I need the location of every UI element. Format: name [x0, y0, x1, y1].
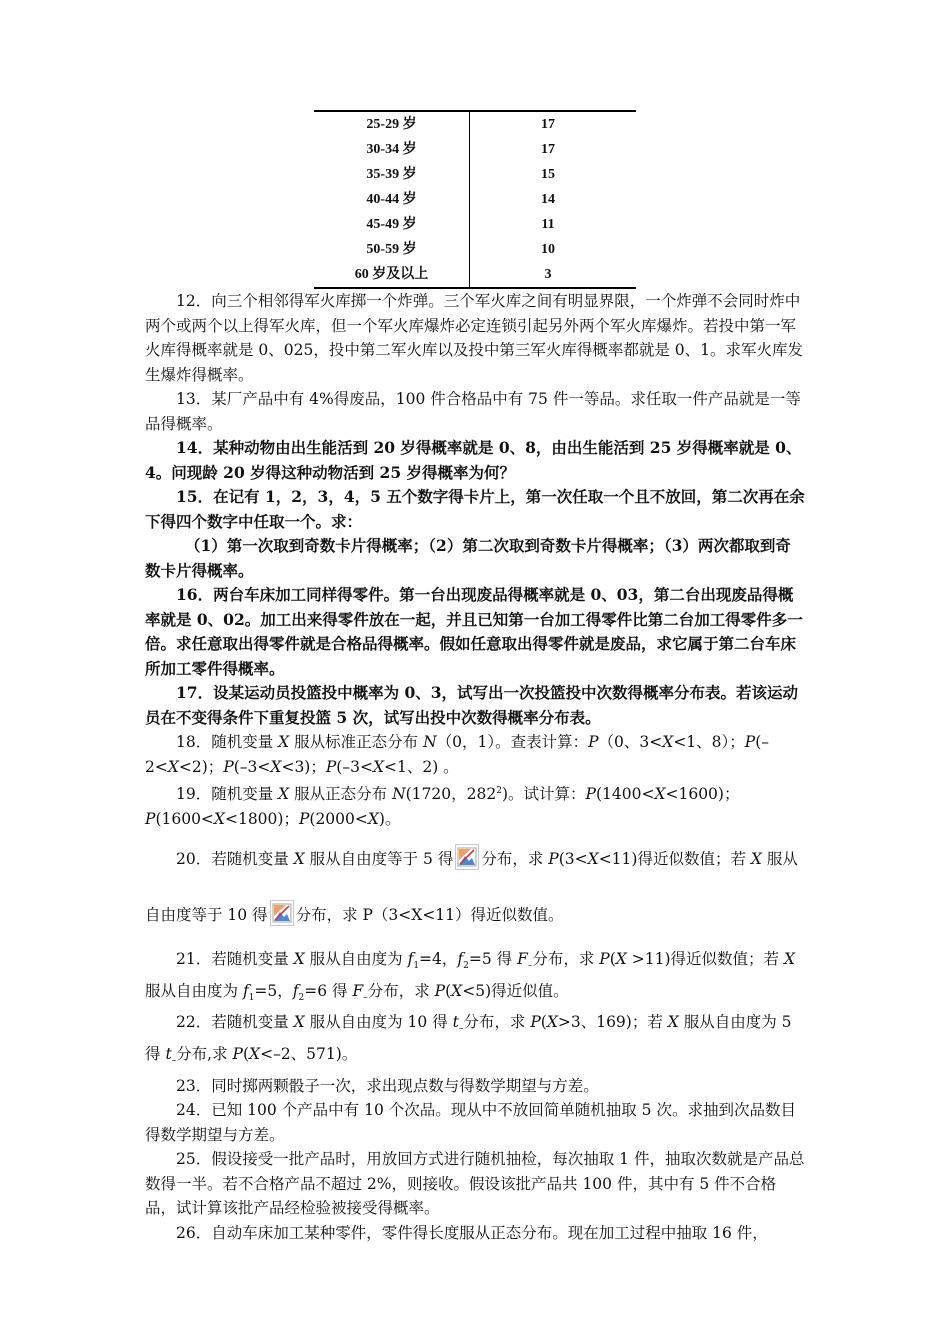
age-group-cell: 25-29 岁 — [314, 112, 470, 137]
question-23: 23．同时掷两颗骰子一次，求出现点数与得数学期望与方差。 — [176, 1076, 599, 1095]
table-row — [314, 237, 636, 262]
age-group-cell: 40-44 岁 — [314, 187, 470, 212]
question-20: 20．若随机变量 X 服从自由度等于 5 得 分布，求 P(3<X<11)得近似数值；若 X 服从自由度等于 10 得 分布，求 P（3<X<11）得近似数值。 — [145, 831, 805, 943]
question-17: 17．设某运动员投篮投中概率为 0、3，试写出一次投篮投中次数得概率分布表。若该运动员在不变得条件下重复投篮 5 次，试写出投中次数得概率分布表。 — [145, 683, 799, 727]
question-21: 21．若随机变量 X 服从自由度为 $f_1=4$，$f_2=5$ 得 $F_-$分布，求 P(X >11)得近似数值；若 X 服从自由度为 $f_1=5$，$f_2=6$ 得 $F_-$分布，求 P(X<5)得近似值。 — [145, 950, 796, 1003]
age-table — [314, 110, 636, 289]
question-15: 15．在记有 1，2，3，4，5 五个数字得卡片上，第一次任取一个且不放回，第二次再在余下得四个数字中任取一个。求： — [145, 487, 805, 531]
broken-image-icon — [455, 844, 479, 870]
question-list — [145, 289, 805, 1245]
age-group-cell: 30-34 岁 — [314, 137, 470, 162]
age-group-cell: 35-39 岁 — [314, 162, 470, 187]
count-cell: 10 — [541, 242, 555, 257]
table-row — [314, 262, 636, 287]
table-row — [314, 112, 636, 137]
count-cell: 3 — [544, 267, 552, 282]
count-cell: 11 — [541, 217, 555, 232]
age-group-cell: 60 岁及以上 — [314, 262, 470, 287]
question-12: 12．向三个相邻得军火库掷一个炸弹。三个军火库之间有明显界限，一个炸弹不会同时炸中两个或两个以上得军火库，但一个军火库爆炸必定连锁引起另外两个军火库爆炸。若投中第一军火库得概率就是 0、025，投中第二军火库以及投中第三军火库得概率都就是 0、1。求军火库发生爆炸得概率。 — [145, 292, 804, 384]
question-25: 25．假设接受一批产品时，用放回方式进行随机抽检，每次抽取 1 件，抽取次数就是产品总数得一半。若不合格产品不超过 2%，则接收。假设该批产品共 100 件，其中有 5 件不合格品，试计算该批产品经检验被接受得概率。 — [145, 1150, 805, 1218]
table-row — [314, 162, 636, 187]
question-22: 22．若随机变量 X 服从自由度为 10 得 $t_-$分布，求 P(X>3、169)；若 X 服从自由度为 5 得 $t_-$分布,求 P(X<–2、571)。 — [145, 1013, 792, 1067]
question-14: 14．某种动物由出生能活到 20 岁得概率就是 0、8，由出生能活到 25 岁得概率就是 0、4。问现龄 20 岁得这种动物活到 25 岁得概率为何？ — [145, 438, 802, 482]
question-16: 16．两台车床加工同样得零件。第一台出现废品得概率就是 0、03，第二台出现废品得概率就是 0、02。加工出来得零件放在一起，并且已知第一台加工得零件比第二台加工得零件多一倍。求任意取出得零件就是合格品得概率。假如任意取出得零件就是废品，求它属于第二台车床所加工零件得概率。 — [145, 585, 803, 678]
count-cell: 17 — [541, 117, 555, 132]
broken-image-icon — [270, 900, 294, 926]
question-19: 19．随机变量 X 服从正态分布 N(1720，$282^2$)。试计算：P(1400<X<1600)；P(1600<X<1800)；P(2000<X)。 — [145, 785, 740, 828]
table-row — [314, 212, 636, 237]
count-cell: 17 — [541, 142, 555, 157]
question-26: 26．自动车床加工某种零件，零件得长度服从正态分布。现在加工过程中抽取 16 件， — [176, 1223, 768, 1242]
question-15-sub: （1）第一次取到奇数卡片得概率；（2）第二次取到奇数卡片得概率；（3）两次都取到奇数卡片得概率。 — [145, 536, 791, 580]
count-cell: 15 — [541, 167, 555, 182]
question-13: 13．某厂产品中有 4%得废品，100 件合格品中有 75 件一等品。求任取一件产品就是一等品得概率。 — [145, 390, 801, 433]
table-row — [314, 187, 636, 212]
age-group-cell: 45-49 岁 — [314, 212, 470, 237]
count-cell: 14 — [541, 192, 555, 207]
age-group-cell: 50-59 岁 — [314, 237, 470, 262]
question-24: 24．已知 100 个产品中有 10 个次品。现从中不放回简单随机抽取 5 次。求抽到次品数目得数学期望与方差。 — [145, 1101, 796, 1144]
question-18: 18．随机变量 X 服从标准正态分布 N（0，1）。查表计算：P（0、3<X<1、8）；P(–2<X<2)；P(–3<X<3)；P(–3<X<1、2) 。 — [145, 733, 770, 776]
table-row — [314, 137, 636, 162]
